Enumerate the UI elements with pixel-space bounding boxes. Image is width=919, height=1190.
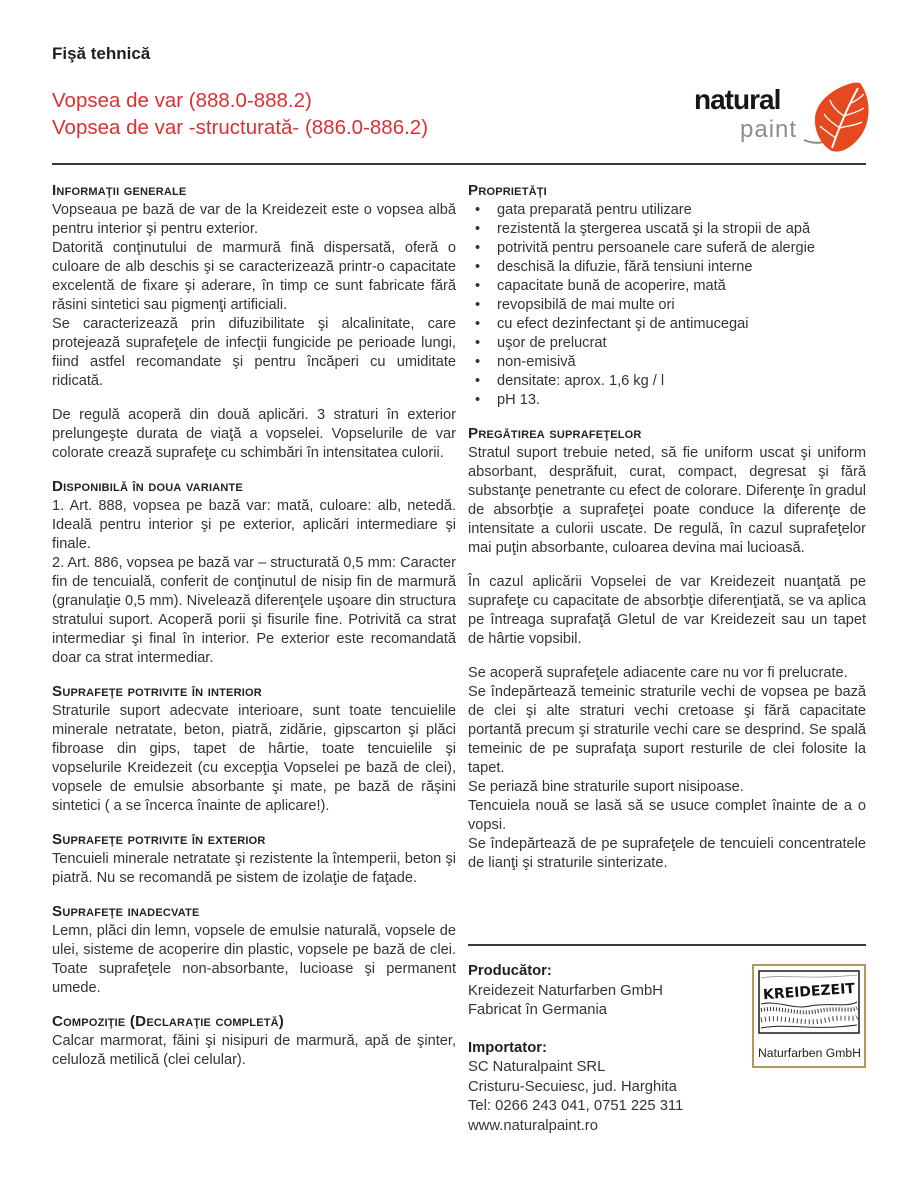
footer-divider — [468, 944, 866, 946]
importer-line: Cristuru-Secuiesc, jud. Harghita — [468, 1078, 677, 1095]
address-spacer — [468, 1021, 736, 1039]
section-heading: Compoziţie (Declaraţie completă) — [52, 1013, 285, 1030]
paragraph: Se îndepărtează temeinic straturile vechi de vopsea pe bază de clei şi alte straturi vechi cretoase şi fără capacitate portantă precum şi straturile vechi care se desprind. Se spală temeinic de pe suprafaţa suport resturile de clei folosite la tapet. — [468, 684, 866, 776]
right-column — [468, 181, 866, 873]
kreidezeit-logo-title: KREIDEZEIT — [762, 980, 856, 1004]
brand-wordmark-natural: natural — [694, 84, 781, 115]
property-item: • non-emisivă — [468, 353, 866, 372]
property-item: • densitate: aprox. 1,6 kg / l — [468, 372, 866, 391]
product-title-line1: Vopsea de var (888.0-888.2) — [52, 89, 312, 112]
paragraph: Tencuiela nouă se lasă să se usuce complet înainte de a o vopsi. — [468, 798, 866, 833]
producer-line: Fabricat în Germania — [468, 1002, 607, 1018]
left-column — [52, 181, 456, 1070]
paragraph: Lemn, plăci din lemn, vopsele de emulsie naturală, vopsele de ulei, sisteme de acoperire din plastic, vopsele pe bază de clei. Toate suprafeţele non-absorbante, lucioase şi permanent umede. — [52, 923, 456, 996]
property-item: • potrivită pentru persoanele care suferă de alergie — [468, 239, 866, 258]
section-heading: Suprafeţe potrivite în exterior — [52, 831, 266, 848]
address-block — [468, 962, 736, 1136]
brand-wordmark-paint: paint — [740, 116, 798, 143]
paragraph: Se acoperă suprafeţele adiacente care nu vor fi prelucrate. — [468, 665, 848, 681]
paragraph: Se caracterizează prin difuzibilitate şi alcalinitate, care protejează suprafeţele de infecţii fungicide pe perioade lungi, fiind astfel recomandate şi pentru încăperi cu umiditate ridicată. — [52, 316, 456, 389]
property-item: • uşor de prelucrat — [468, 334, 866, 353]
website-text: www.naturalpaint.ro — [468, 1117, 598, 1134]
section-proprietati — [468, 181, 866, 410]
section-disponibila-variante — [52, 477, 456, 668]
product-title-line2: Vopsea de var -structurată- (886.0-886.2) — [52, 116, 429, 139]
section-heading: Suprafeţe inadecvate — [52, 903, 200, 920]
paragraph: Stratul suport trebuie neted, să fie uniform uscat şi uniform absorbant, desprăfuit, curat, compact, degresat şi fără substanţe penetrante cu efect de colorare. Diferenţe în gradul de absorbţie a suprafeţei poate conduce la diferenţe de intensitate a culorii uscate. De regulă, în cazul suprafeţelor mai puţin absorbante, culoarea devina mai lucioasă. — [468, 445, 866, 556]
property-item: • rezistentă la ştergerea uscată şi la stropii de apă — [468, 220, 866, 239]
paragraph: Vopseaua pe bază de var de la Kreidezeit este o vopsea albă pentru interior şi pentru exterior. — [52, 202, 456, 237]
section-suprafete-exterior — [52, 830, 456, 888]
paragraph: 1. Art. 888, vopsea pe bază var: mată, culoare: alb, netedă. Ideală pentru interior şi pe exterior, aplicări intermediare şi finale. — [52, 498, 456, 552]
paragraph: Se îndepărtează de pe suprafeţele de tencuieli concentratele de lianţi şi straturile sinterizate. — [468, 836, 866, 871]
kreidezeit-strata-icon — [758, 970, 860, 1034]
section-suprafete-interior — [52, 682, 456, 816]
property-item: • gata preparată pentru utilizare — [468, 201, 866, 220]
property-item: • revopsibilă de mai multe ori — [468, 296, 866, 315]
kreidezeit-logo — [752, 964, 866, 1068]
section-suprafete-inadecvate — [52, 902, 456, 998]
paragraph: Tencuieli minerale netratate şi rezistente la întemperii, beton şi piatră. Nu se recomandă pe sistem de izolaţie de faţade. — [52, 851, 456, 886]
producer-label: Producător: — [468, 963, 552, 979]
header-divider — [52, 163, 866, 165]
kreidezeit-logo-subtitle: Naturfarben GmbH — [758, 1045, 861, 1060]
importer-line: SC Naturalpaint SRL — [468, 1059, 606, 1075]
property-item: • deschisă la difuzie, fără tensiuni interne — [468, 258, 866, 277]
paragraph: Datorită conţinutului de marmură fină dispersată, oferă o culoare de alb deschis şi se caracterizează printr-o capacitate excelentă de fixare şi aderare, în timp ce sunt fabricate fără răsini sintetici sau pigmenţi artificiali. — [52, 240, 456, 313]
doc-type-label: Fişă tehnică — [52, 44, 151, 63]
naturalpaint-logo — [694, 82, 879, 160]
product-title — [52, 87, 428, 141]
paragraph: 2. Art. 886, vopsea pe bază var – structurată 0,5 mm: Caracter fin de tencuială, conferit de conţinutul de nisip fin de marmură (granulaţie 0,5 mm). Nivelează diferenţele uşoare din structura stratului suport. Acoperă porii şi fisurile fine. Potrivită ca strat intermediar şi final în interior. Pe exterior este recomandată doar ca strat intermediar. — [52, 555, 456, 666]
property-item: • cu efect dezinfectant şi de antimucegai — [468, 315, 866, 334]
leaf-icon — [800, 80, 876, 163]
producer-line: Kreidezeit Naturfarben GmbH — [468, 982, 663, 999]
section-heading: Suprafeţe potrivite în interior — [52, 683, 262, 700]
section-heading: Informaţii generale — [52, 182, 187, 199]
paragraph: Se periază bine straturile suport nisipoase. — [468, 779, 744, 795]
property-item: • capacitate bună de acoperire, mată — [468, 277, 866, 296]
section-informatii-generale — [52, 181, 456, 463]
properties-list — [468, 201, 866, 410]
section-pregatirea-suprafetelor — [468, 424, 866, 873]
section-heading: Pregătirea suprafeţelor — [468, 425, 642, 442]
paragraph: În cazul aplicării Vopselei de var Kreidezeit nuanţată pe suprafeţe cu capacitate de absorbţie diferenţiată, se va aplica pe întreaga suprafaţă Gletul de var Kreidezeit sau un tapet de hârtie vopsibil. — [468, 574, 866, 647]
property-item: • pH 13. — [468, 391, 866, 410]
paragraph: Straturile suport adecvate interioare, sunt toate tencuielile minerale netratate, beton, piatră, zidărie, gipscarton şi plăci fibroase din gips, tapet de hârtie, toate tencuielile şi vopselurile Kreidezeit (cu excepţia Vopselei pe bază de clei), vopsele de emulsie absorbante şi mate, pe bază de răşini sintetici ( a se încerca înainte de aplicare!). — [52, 703, 456, 814]
importer-label: Importator: — [468, 1039, 547, 1056]
footer-block — [468, 944, 866, 1136]
paragraph: Calcar marmorat, făini şi nisipuri de marmură, apă de şinter, celuloză metilică (clei celular). — [52, 1033, 456, 1068]
section-heading: Proprietăţi — [468, 182, 547, 199]
paragraph: De regulă acoperă din două aplicări. 3 straturi în exterior prelungeşte durata de viaţă a vopselei. Vopselurile de var colorate crează suprafeţe cu schimbări în intensitatea culorii. — [52, 407, 456, 461]
importer-line: Tel: 0266 243 041, 0751 225 311 — [468, 1098, 684, 1114]
section-heading: Disponibilă în doua variante — [52, 478, 243, 495]
section-compozitie — [52, 1012, 456, 1070]
